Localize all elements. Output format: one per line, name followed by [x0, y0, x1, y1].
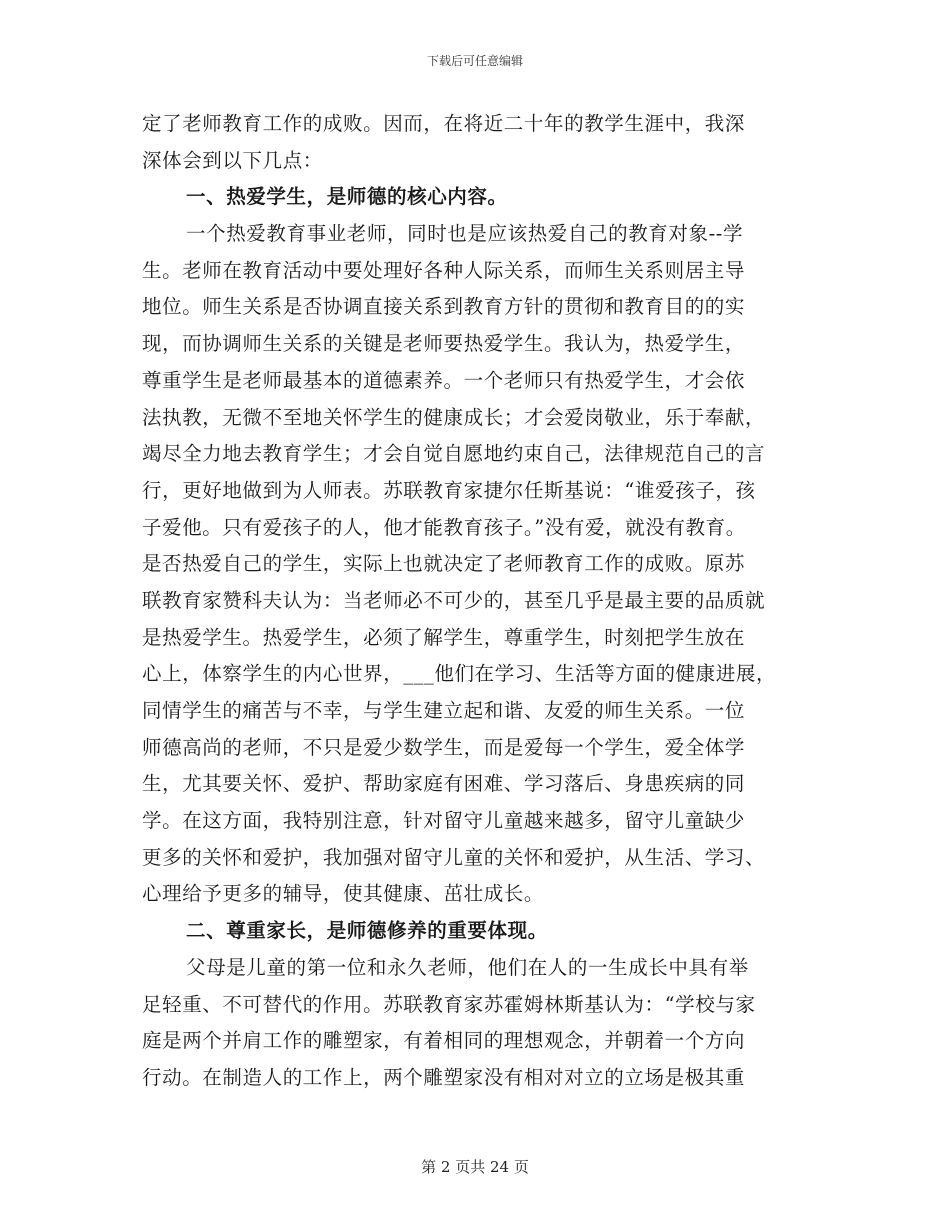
- text-line: 深体会到以下几点：: [142, 148, 323, 172]
- text-line: 联教育家赞科夫认为：当老师必不可少的，甚至几乎是最主要的品质就: [142, 588, 766, 612]
- text-line: 法执教，无微不至地关怀学生的健康成长；才会爱岗敬业，乐于奉献，: [142, 405, 766, 429]
- document-body: [142, 106, 812, 1097]
- text-line: 心上，体察学生的内心世界，___他们在学习、生活等方面的健康进展，: [142, 662, 777, 686]
- text-line: 现，而协调师生关系的关键是老师要热爱学生。我认为，热爱学生，: [142, 332, 746, 356]
- text-line: 尊重学生是老师最基本的道德素养。一个老师只有热爱学生，才会依: [142, 368, 746, 392]
- text-line: 竭尽全力地去教育学生；才会自觉自愿地约束自己，法律规范自己的言: [142, 442, 766, 466]
- text-line: 行，更好地做到为人师表。苏联教育家捷尔任斯基说：“谁爱孩子，孩: [142, 478, 756, 502]
- text-line: 师德高尚的老师，不只是爱少数学生，而是爱每一个学生，爱全体学: [142, 735, 746, 759]
- text-line: 学。在这方面，我特别注意，针对留守儿童越来越多，留守儿童缺少: [142, 809, 746, 833]
- text-line: 生。老师在教育活动中要处理好各种人际关系，而师生关系则居主导: [142, 258, 746, 282]
- text-line: 一个热爱教育事业老师，同时也是应该热爱自己的教育对象--学: [186, 222, 744, 246]
- text-line: 足轻重、不可替代的作用。苏联教育家苏霍姆林斯基认为：“学校与家: [142, 992, 756, 1016]
- text-line: 地位。师生关系是否协调直接关系到教育方针的贯彻和教育目的的实: [142, 295, 746, 319]
- text-line: 定了老师教育工作的成败。因而，在将近二十年的教学生涯中，我深: [142, 112, 746, 135]
- text-line: 父母是儿童的第一位和永久老师，他们在人的一生成长中具有举: [186, 955, 749, 979]
- page-footer: 第 2 页共 24 页: [421, 1158, 529, 1176]
- page-header: 下载后可任意编辑: [426, 54, 523, 68]
- text-line: 心理给予更多的辅导，使其健康、茁壮成长。: [142, 882, 545, 906]
- section-heading-1: 一、热爱学生，是师德的核心内容。: [186, 185, 508, 209]
- section-heading-2: 二、尊重家长，是师德修养的重要体现。: [186, 919, 548, 943]
- text-line: 行动。在制造人的工作上，两个雕塑家没有相对对立的立场是极其重: [142, 1065, 746, 1089]
- text-line: 子爱他。只有爱孩子的人，他才能教育孩子。”没有爱，就没有教育。: [142, 515, 746, 539]
- text-line: 庭是两个并肩工作的雕塑家，有着相同的理想观念，并朝着一个方向: [142, 1029, 746, 1053]
- text-line: 更多的关怀和爱护，我加强对留守儿童的关怀和爱护，从生活、学习、: [142, 845, 766, 869]
- text-line: 同情学生的痛苦与不幸，与学生建立起和谐、友爱的师生关系。一位: [142, 699, 746, 722]
- text-line: 生，尤其要关怀、爱护、帮助家庭有困难、学习落后、身患疾病的同: [142, 772, 746, 796]
- text-line: 是否热爱自己的学生，实际上也就决定了老师教育工作的成败。原苏: [142, 552, 746, 576]
- text-line: 是热爱学生。热爱学生，必须了解学生，尊重学生，时刻把学生放在: [142, 625, 746, 649]
